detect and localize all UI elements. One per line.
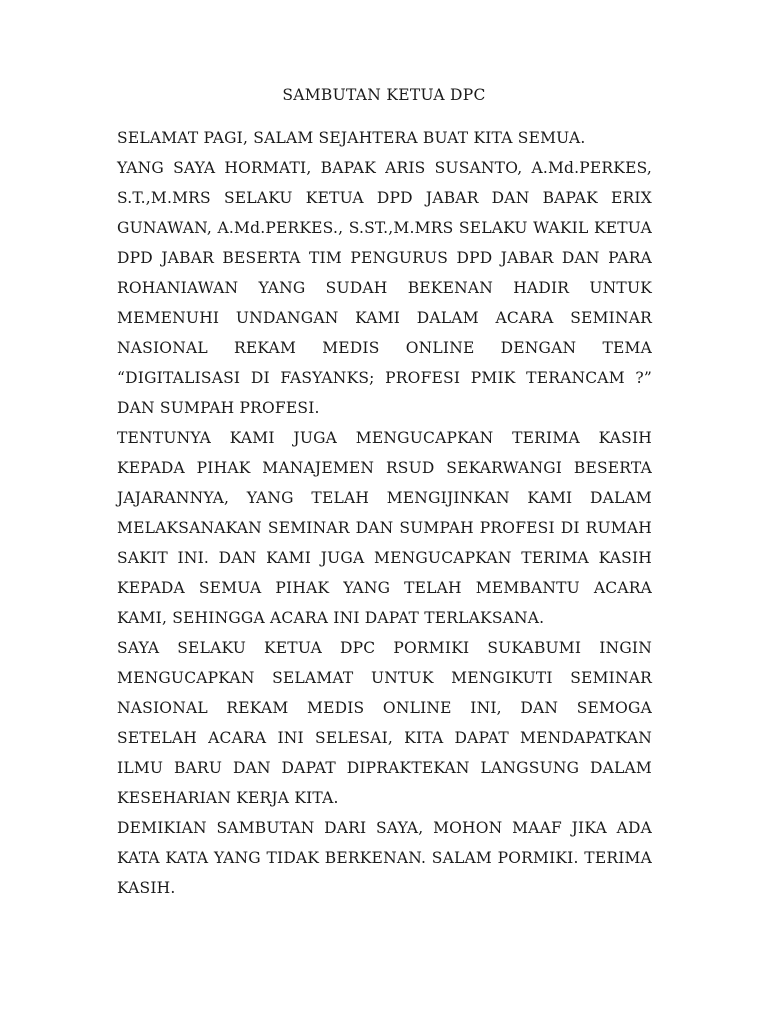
paragraph-closing: DEMIKIAN SAMBUTAN DARI SAYA, MOHON MAAF JIKA ADA KATA KATA YANG TIDAK BERKENAN. SALAM PORMIKI. TERIMA KASIH. <box>117 819 652 897</box>
paragraph-greeting: SELAMAT PAGI, SALAM SEJAHTERA BUAT KITA SEMUA. <box>117 129 586 147</box>
paragraph-congratulations: SAYA SELAKU KETUA DPC PORMIKI SUKABUMI INGIN MENGUCAPKAN SELAMAT UNTUK MENGIKUTI SEMINAR NASIONAL REKAM MEDIS ONLINE INI, DAN SEMOGA SETELAH ACARA INI SELESAI, KITA DAPAT MENDAPATKAN ILMU BARU DAN DAPAT DIPRAKTEKAN LANGSUNG DALAM KESEHARIAN KERJA KITA. <box>117 639 652 807</box>
paragraph-thanks: TENTUNYA KAMI JUGA MENGUCAPKAN TERIMA KASIH KEPADA PIHAK MANAJEMEN RSUD SEKARWANGI BESERTA JAJARANNYA, YANG TELAH MENGIJINKAN KAMI DALAM MELAKSANAKAN SEMINAR DAN SUMPAH PROFESI DI RUMAH SAKIT INI. DAN KAMI JUGA MENGUCAPKAN TERIMA KASIH KEPADA SEMUA PIHAK YANG TELAH MEMBANTU ACARA KAMI, SEHINGGA ACARA INI DAPAT TERLAKSANA. <box>117 429 652 627</box>
document-body <box>117 123 652 903</box>
document-title: SAMBUTAN KETUA DPC <box>282 86 486 104</box>
paragraph-honored-guests: YANG SAYA HORMATI, BAPAK ARIS SUSANTO, A.Md.PERKES, S.T.,M.MRS SELAKU KETUA DPD JABAR DAN BAPAK ERIX GUNAWAN, A.Md.PERKES., S.ST.,M.MRS SELAKU WAKIL KETUA DPD JABAR BESERTA TIM PENGURUS DPD JABAR DAN PARA ROHANIAWAN YANG SUDAH BEKENAN HADIR UNTUK MEMENUHI UNDANGAN KAMI DALAM ACARA SEMINAR NASIONAL REKAM MEDIS ONLINE DENGAN TEMA “DIGITALISASI DI FASYANKS; PROFESI PMIK TERANCAM ?” DAN SUMPAH PROFESI. <box>117 159 652 417</box>
